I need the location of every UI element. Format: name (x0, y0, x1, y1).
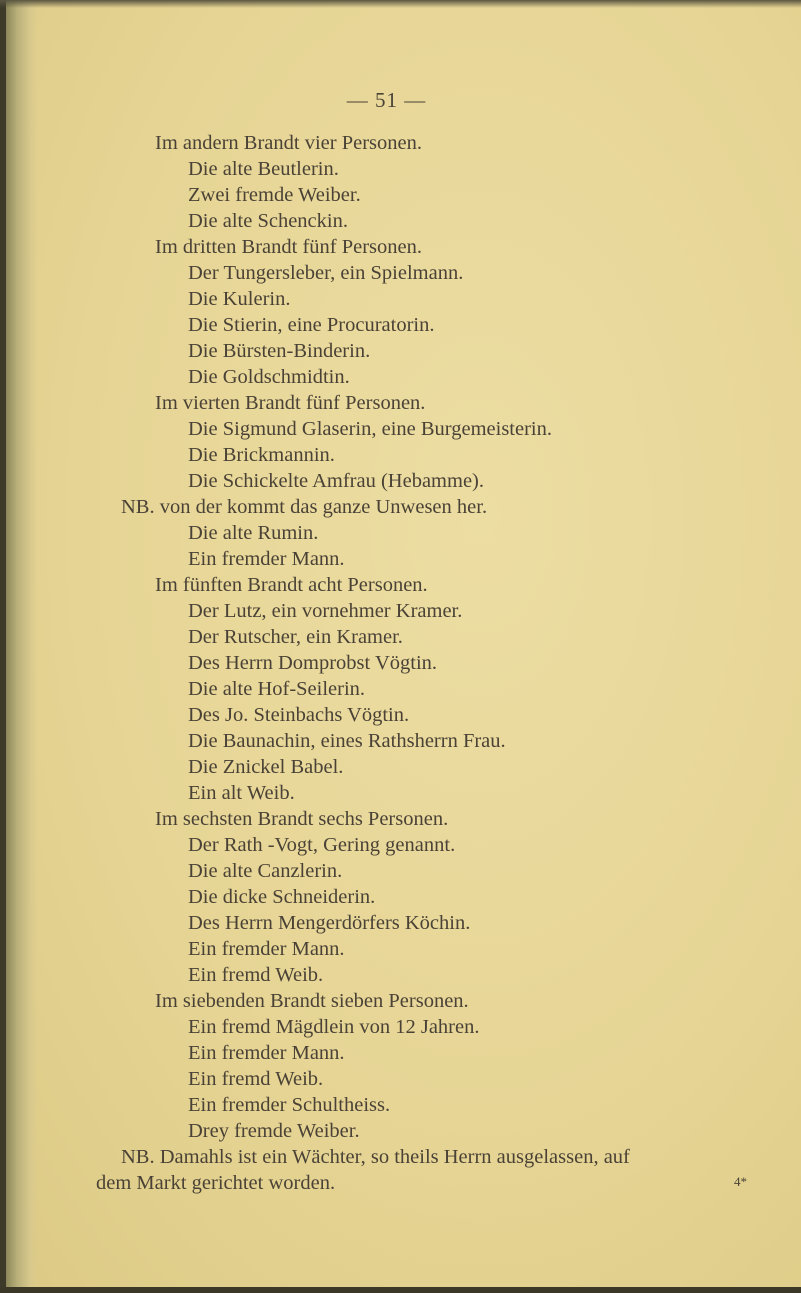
text-line: Ein fremder Mann. (188, 548, 345, 570)
text-line: Die alte Canzlerin. (188, 860, 343, 882)
text-line: Die alte Rumin. (188, 522, 319, 544)
text-line: Drey fremde Weiber. (188, 1120, 360, 1142)
text-line: Die Baunachin, eines Rathsherrn Frau. (188, 730, 506, 752)
text-line: Im siebenden Brandt sieben Personen. (155, 990, 469, 1012)
text-line: Des Jo. Steinbachs Vögtin. (188, 704, 410, 726)
text-line: Der Tungersleber, ein Spielmann. (188, 262, 464, 284)
text-line: Des Herrn Mengerdörfers Köchin. (188, 912, 471, 934)
text-line: Die Stierin, eine Procuratorin. (188, 314, 435, 336)
text-line: dem Markt gerichtet worden. (96, 1172, 336, 1194)
page-number: — 51 — (346, 88, 427, 112)
text-line: Zwei fremde Weiber. (188, 184, 361, 206)
text-line: NB. von der kommt das ganze Unwesen her. (121, 496, 488, 518)
text-line: Im andern Brandt vier Personen. (155, 132, 422, 154)
text-line: Die Schickelte Amfrau (Hebamme). (188, 470, 484, 492)
signature-mark: 4* (734, 1174, 747, 1189)
page-left-edge (0, 0, 6, 1293)
text-line: Ein fremd Mägdlein von 12 Jahren. (188, 1016, 480, 1038)
text-line: Die Brickmannin. (188, 444, 335, 466)
text-line: Im sechsten Brandt sechs Personen. (155, 808, 449, 830)
text-line: Ein fremder Schultheiss. (188, 1094, 391, 1116)
text-line: Die alte Hof-Seilerin. (188, 678, 366, 700)
text-line: Die Bürsten-Binderin. (188, 340, 371, 362)
text-line: Im vierten Brandt fünf Personen. (155, 392, 426, 414)
text-line: Im fünften Brandt acht Personen. (155, 574, 428, 596)
text-line: Im dritten Brandt fünf Personen. (155, 236, 423, 258)
text-line: Ein fremd Weib. (188, 964, 324, 986)
text-line: Die alte Schenckin. (188, 210, 348, 232)
text-line: Der Rutscher, ein Kramer. (188, 626, 403, 648)
text-line: Der Rath -Vogt, Gering genannt. (188, 834, 456, 856)
page-bottom-edge (0, 1287, 801, 1293)
text-line: Des Herrn Domprobst Vögtin. (188, 652, 438, 674)
text-line: Ein alt Weib. (188, 782, 295, 804)
text-line: Die Sigmund Glaserin, eine Burgemeisterin. (188, 418, 552, 440)
text-line: Ein fremder Mann. (188, 1042, 345, 1064)
text-line: Die Goldschmidtin. (188, 366, 350, 388)
text-line: Die Znickel Babel. (188, 756, 344, 778)
text-line: NB. Damahls ist ein Wächter, so theils Herrn ausgelassen, auf (121, 1146, 630, 1168)
text-line: Ein fremd Weib. (188, 1068, 324, 1090)
page-top-edge (0, 0, 801, 8)
text-line: Die dicke Schneiderin. (188, 886, 376, 908)
text-line: Ein fremder Mann. (188, 938, 345, 960)
text-line: Die Kulerin. (188, 288, 291, 310)
text-line: Der Lutz, ein vornehmer Kramer. (188, 600, 463, 622)
text-line: Die alte Beutlerin. (188, 158, 339, 180)
